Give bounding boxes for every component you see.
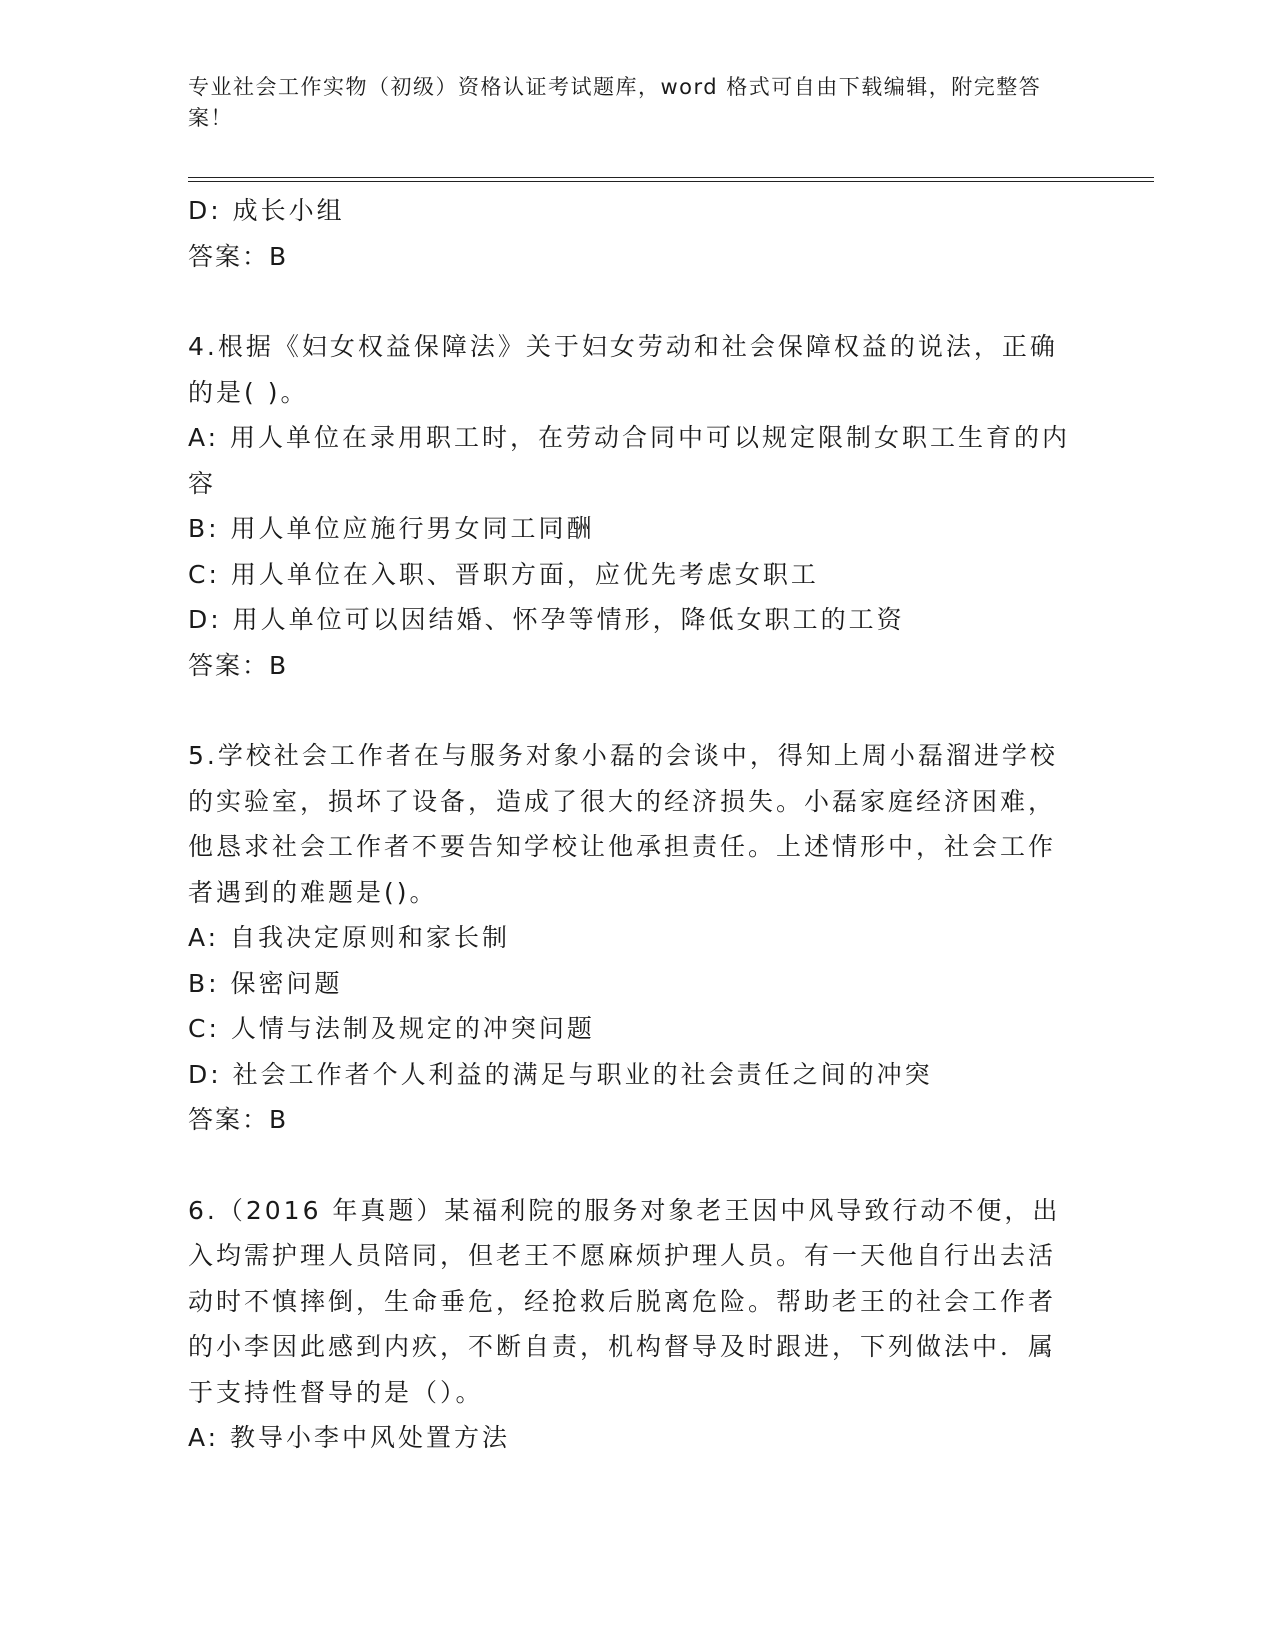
answer-value: B: [269, 1105, 287, 1134]
option-b: B: 保密问题: [188, 968, 343, 998]
question-6: [188, 1188, 1078, 1461]
answer-line: [188, 234, 1078, 280]
answer-value: B: [269, 241, 287, 271]
answer-label: 答案：: [188, 650, 270, 680]
question-5: [188, 733, 1078, 1143]
question-stem: 6.（2016 年真题）某福利院的服务对象老王因中风导致行动不便，出入均需护理人员陪同，但老王不愿麻烦护理人员。有一天他自行出去活动时不慎摔倒，生命垂危，经抢救后脱离危险。帮助老王的社会工作者的小李因此感到内疚，不断自责，机构督导及时跟进，下列做法中．属于支持性督导的是（）。: [188, 1195, 1061, 1407]
option-d: D: 成长小组: [188, 196, 345, 225]
option-c: C: 用人单位在入职、晋职方面，应优先考虑女职工: [188, 559, 819, 589]
answer-line: [188, 1097, 1078, 1143]
header-divider: [188, 177, 1154, 182]
option-c: C: 人情与法制及规定的冲突问题: [188, 1014, 595, 1043]
option-a: A: 教导小李中风处置方法: [188, 1423, 511, 1452]
question-4: [188, 324, 1078, 688]
answer-label: 答案：: [188, 1105, 270, 1134]
option-a: A: 自我决定原则和家长制: [188, 923, 511, 952]
answer-value: B: [269, 650, 287, 680]
option-a: A: 用人单位在录用职工时，在劳动合同中可以规定限制女职工生育的内容: [188, 423, 1071, 498]
question-content: [188, 188, 1078, 1461]
question-stem: 5.学校社会工作者在与服务对象小磊的会谈中，得知上周小磊溜进学校的实验室，损坏了设备，造成了很大的经济损失。小磊家庭经济困难，他恳求社会工作者不要告知学校让他承担责任。上述情形中，社会工作者遇到的难题是()。: [188, 741, 1058, 907]
option-d: D: 社会工作者个人利益的满足与职业的社会责任之间的冲突: [188, 1059, 933, 1089]
answer-label: 答案：: [188, 241, 270, 271]
header-text: 专业社会工作实物（初级）资格认证考试题库，word 格式可自由下载编辑，附完整答案！: [188, 75, 1042, 130]
answer-line: [188, 643, 1078, 689]
option-b: B: 用人单位应施行男女同工同酬: [188, 514, 595, 543]
document-header: [188, 72, 1068, 134]
option-d: D: 用人单位可以因结婚、怀孕等情形，降低女职工的工资: [188, 605, 905, 634]
question-stem: 4.根据《妇女权益保障法》关于妇女劳动和社会保障权益的说法，正确的是( )。: [188, 332, 1058, 407]
question-3-tail: [188, 188, 1078, 279]
